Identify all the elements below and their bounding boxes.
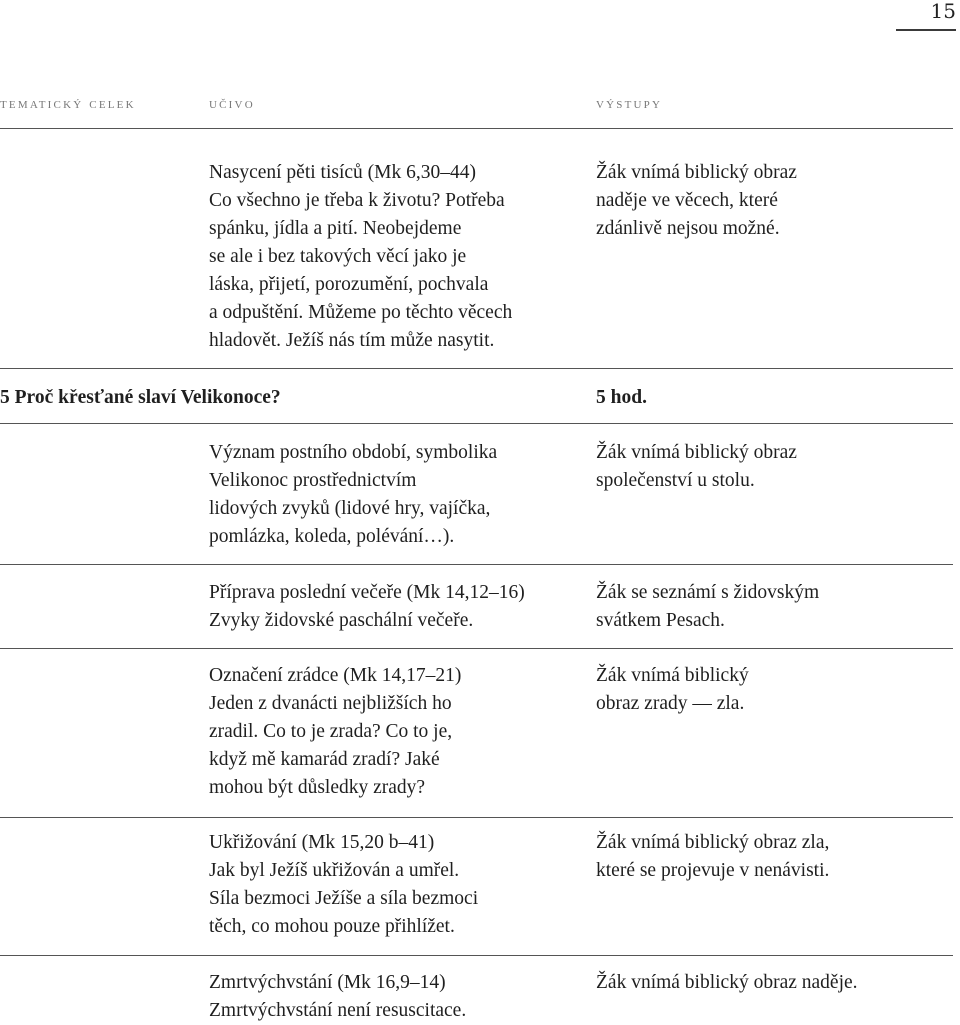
section-title: 5 Proč křesťané slaví Velikonoce? bbox=[0, 387, 281, 408]
column-header-celek: tematický celek bbox=[0, 96, 136, 112]
ucivo-text: Ukřižování (Mk 15,20 b–41) Jak byl Ježíš ukřižován a umřel. Síla bezmoci Ježíše a síla bezmoci těch, co mohou pouze přihlížet. bbox=[209, 832, 479, 937]
vystup-text: Žák se seznámí s židovským svátkem Pesach. bbox=[596, 582, 820, 631]
vystup-text: Žák vnímá biblický obraz společenství u stolu. bbox=[596, 442, 797, 491]
ucivo-text: Příprava poslední večeře (Mk 14,12–16) Zvyky židovské paschální večeře. bbox=[209, 582, 525, 631]
vystup-text: Žák vnímá biblický obraz naděje. bbox=[596, 972, 858, 993]
column-header-ucivo: učivo bbox=[209, 96, 255, 112]
ucivo-text: Zmrtvýchvstání (Mk 16,9–14) Zmrtvýchvstání není resuscitace. bbox=[209, 972, 467, 1021]
page-number: 15 bbox=[930, 0, 956, 23]
ucivo-text: Nasycení pěti tisíců (Mk 6,30–44) Co všechno je třeba k životu? Potřeba spánku, jídla a pití. Neobejdeme se ale i bez takových věcí jako je láska, přijetí, porozumění, pochvala a odpuštění. Můžeme po těchto věcech hladovět. Ježíš nás tím může nasytit. bbox=[209, 162, 513, 351]
ucivo-text: Označení zrádce (Mk 14,17–21) Jeden z dvanácti nejbližších ho zradil. Co to je zrada? Co to je, když mě kamarád zradí? Jaké mohou být důsledky zrady? bbox=[209, 665, 462, 798]
row-divider bbox=[0, 955, 953, 956]
vystup-text: Žák vnímá biblický obraz zrady — zla. bbox=[596, 665, 749, 714]
vystup-text: Žák vnímá biblický obraz zla, které se projevuje v nenávisti. bbox=[596, 832, 830, 881]
section-divider bbox=[0, 423, 953, 424]
section-heading bbox=[0, 384, 953, 412]
section-hours: 5 hod. bbox=[596, 387, 647, 408]
vystup-text: Žák vnímá biblický obraz naděje ve věcech, které zdánlivě nejsou možné. bbox=[596, 162, 797, 239]
ucivo-text: Význam postního období, symbolika Velikonoc prostřednictvím lidových zvyků (lidové hry, vajíčka, pomlázka, koleda, polévání…). bbox=[209, 442, 498, 547]
page-number-rule bbox=[896, 29, 956, 31]
row-divider bbox=[0, 368, 953, 369]
row-divider bbox=[0, 564, 953, 565]
row-divider bbox=[0, 817, 953, 818]
row-divider bbox=[0, 648, 953, 649]
column-header-vystupy: výstupy bbox=[596, 96, 663, 112]
header-divider bbox=[0, 128, 953, 129]
